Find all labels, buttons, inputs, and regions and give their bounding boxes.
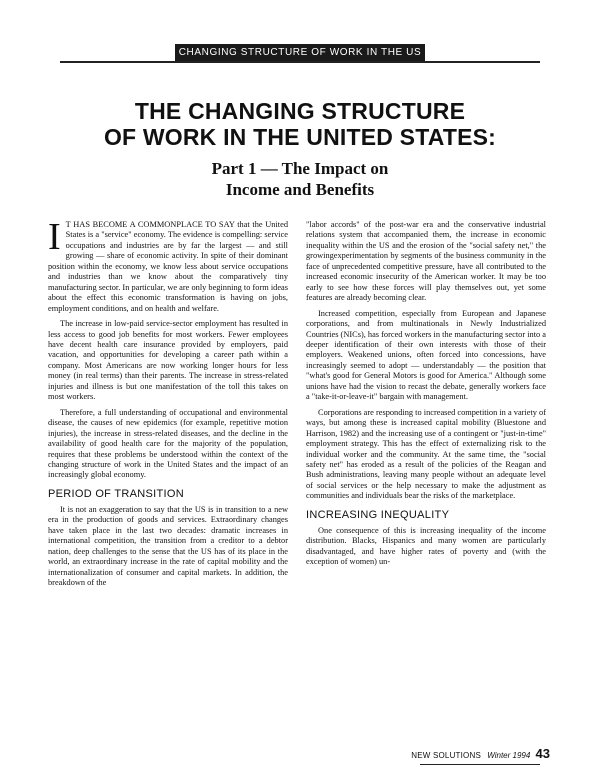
opening-lead: T HAS BECOME A COMMONPLACE TO SAY (65, 220, 235, 229)
publication-name: NEW SOLUTIONS (411, 751, 481, 760)
paragraph: "labor accords" of the post-war era and the conservative industrial relations system that accompanied them, the increase in economic inequality within the US and the erosion of the "social safety net," the growingexperimentation by segments of the business community in the face of unprecedented competitive pressure, have all contributed to the increased economic insecurity of the American worker. It may be too early to see how these forces will play themselves out, yet some features are already becoming clear. (306, 220, 546, 303)
paragraph: The increase in low-paid service-sector employment has resulted in less access to good job benefits for most workers. Fewer employees have decent health care insurance provided by employers, paid vacation, and opportunities for developing a career path within a company. Most Americans are now working longer hours for less money (in real terms) than their parents. The increase in stress-related injuries and illness is but one manifestation of the toll this takes on most workers. (48, 319, 288, 402)
section-heading: INCREASING INEQUALITY (306, 508, 450, 521)
footer-rule (420, 764, 540, 765)
page-number: 43 (535, 746, 550, 761)
paragraph: Therefore, a full understanding of occupational and environmental disease, the causes of new epidemics (for example, repetitive motion injuries), the increase in stress-related diseases, and the decline in the availability of good health care for the majority of the population, requires that these problems be understood within the context of the changing structure of work in the United States and the impact of an increasingly global economy. (48, 407, 288, 480)
left-column (48, 216, 288, 594)
title-line-2: OF WORK IN THE UNITED STATES: (103, 124, 497, 150)
section-heading: PERIOD OF TRANSITION (48, 487, 184, 500)
opening-text: that the United States is a "service" economy. The evidence is compelling: service occupations and industries are by far the largest — and still growing — share of economic activity. In spite of their dominant position within the economy, we know less about service occupations and industries than we know about the comparatively tiny manufacturing sector. In particular, we are only beginning to form ideas about the effect this economic transformation is having on jobs, employment conditions, and on health and welfare. (48, 220, 288, 313)
right-column (306, 220, 546, 573)
paragraph: Corporations are responding to increased competition in a variety of ways, but among these is increased capital mobility (Bluestone and Harrison, 1982) and the increasing use of a contingent or "just-in-time" employment strategy. This has the effect of externalizing risk to the individual worker and the community. At the same time, the "social safety net" has eroded as a result of the policies of the Reagan and Bush administrations, leaving many people without an adequate level of social services or the help necessary to make the adjustment as communities and individuals bear the risks of the marketplace. (306, 407, 546, 501)
paragraph: Increased competition, especially from European and Japanese corporations, and from multinationals in Newly Industrialized Countries (NICs), has forced workers in the manufacturing sector into a deeper identification of their own interests with those of their employers. Weakened unions, often forced into concessions, have increasingly seemed to adopt — understandably — the position that "what's good for General Motors is good for America." Although some unions have had the vision to recast the debate, generally workers face a "take-it-or-leave-it" bargain with management. (306, 308, 546, 402)
header-rule (60, 61, 540, 63)
title-line-1: THE CHANGING STRUCTURE (134, 98, 466, 124)
article-title (60, 98, 540, 150)
subtitle-line-2: Income and Benefits (225, 180, 375, 199)
section-header-text: CHANGING STRUCTURE OF WORK IN THE US (178, 47, 422, 58)
drop-cap: I (48, 216, 61, 258)
article-subtitle (60, 158, 540, 200)
paragraph: One consequence of this is increasing inequality of the income distribution. Blacks, Hispanics and many women are particularly disadvantaged, and have higher rates of poverty and (with the exception of women) un- (306, 525, 546, 567)
subtitle-line-1: Part 1 — The Impact on (211, 159, 389, 178)
section-header (175, 44, 425, 61)
paragraph (48, 216, 288, 314)
paragraph: It is not an exaggeration to say that the US is in transition to a new era in the production of goods and services. Extraordinary changes have taken place in the last two decades: dramatic increases in international competition, the transition from a creditor to a debtor nation, deep challenges to the sense that the US has of its place in the world, an extraordinary increase in the rate of capital mobility and the internationalization of consumer and capital markets. In addition, the breakdown of the (48, 504, 288, 588)
page-footer (411, 746, 550, 761)
issue-date: Winter 1994 (487, 751, 531, 760)
